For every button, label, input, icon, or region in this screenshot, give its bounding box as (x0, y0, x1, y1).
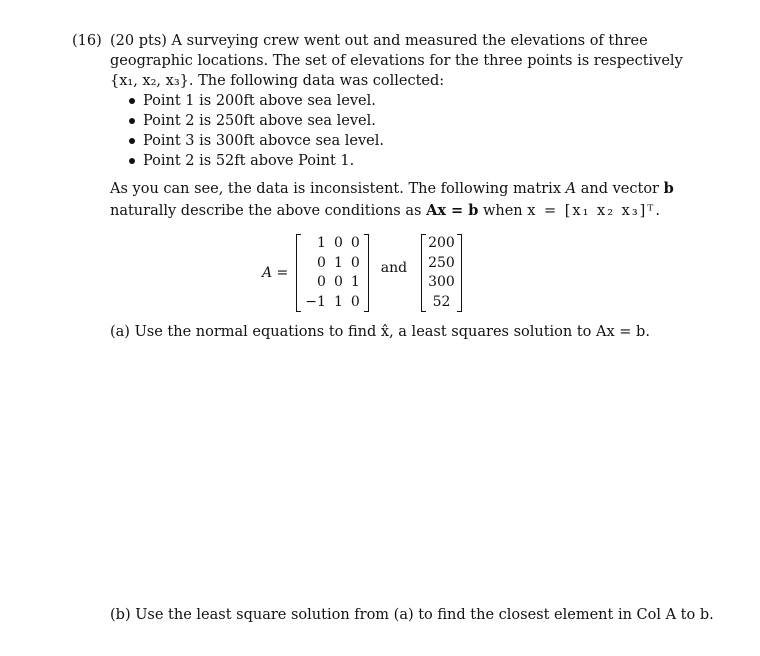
vector-cell: 52 (432, 293, 451, 310)
vector-name: b (663, 180, 674, 197)
problem-statement (72, 31, 692, 171)
matrix-name: A (565, 181, 577, 197)
matrix-cell: 1 (350, 274, 360, 290)
vector-b (421, 234, 462, 312)
matrix-row (301, 293, 363, 313)
vector-cell: 200 (428, 235, 455, 251)
problem-intro: A surveying crew went out and measured the elevations of three geographic locations. The set of elevations for the three points is respectively {x₁, x₂, x₃}. The following data was collected: (110, 33, 683, 89)
list-item: Point 3 is 300ft abovce sea level. (129, 131, 692, 151)
matrix-row (301, 254, 363, 274)
inconsistency-paragraph (110, 178, 710, 222)
matrix-label: A = (262, 265, 289, 281)
matrix-cell: 0 (350, 254, 360, 271)
part-a-question: (a) Use the normal equations to find x̂, a least squares solution to Ax = b. (110, 324, 650, 340)
part-b-question: (b) Use the least square solution from (a) to find the closest element in Col A to b. (110, 607, 714, 623)
x-definition: x = [x₁ x₂ x₃]ᵀ. (527, 203, 662, 219)
matrix-cell: 0 (333, 274, 343, 290)
matrix-cell: 0 (333, 235, 343, 251)
list-item: Point 2 is 52ft above Point 1. (129, 151, 692, 171)
matrix-cell: 0 (350, 235, 360, 251)
paragraph-when: when (482, 203, 523, 219)
matrix-row (301, 273, 363, 293)
matrix-cell: −1 (305, 293, 326, 310)
problem-number: (16) (72, 33, 102, 49)
paragraph-text-2: naturally describe the above conditions as (110, 203, 422, 219)
matrix-display (262, 234, 462, 312)
matrix-cell: 0 (350, 293, 360, 310)
system-equation: Ax = b (426, 202, 479, 219)
vector-cell: 300 (428, 274, 455, 290)
matrix-cell: 0 (317, 274, 326, 290)
vector-cell: 250 (428, 254, 455, 271)
matrix-row (301, 234, 363, 254)
matrix-a (296, 234, 368, 312)
list-item: Point 1 is 200ft above sea level. (129, 91, 692, 111)
matrix-cell: 1 (333, 293, 343, 310)
matrix-cell: 1 (317, 235, 326, 251)
and-joiner: and (380, 260, 408, 276)
problem-body (110, 31, 692, 171)
paragraph-text-1: As you can see, the data is inconsistent. The following matrix (110, 181, 562, 197)
data-list (110, 91, 692, 171)
matrix-cell: 0 (317, 254, 326, 271)
paragraph-and-vector: and vector (580, 181, 659, 197)
list-item: Point 2 is 250ft above sea level. (129, 111, 692, 131)
matrix-cell: 1 (333, 254, 343, 271)
problem-points: (20 pts) (110, 33, 167, 49)
